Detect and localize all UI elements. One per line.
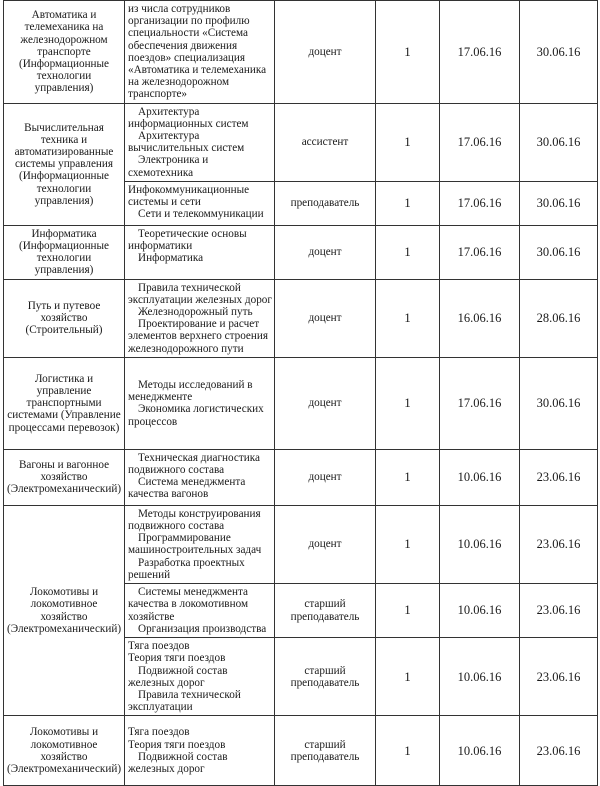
department-cell: Локомотивы и локомотивное хозяйство (Электромеханический) (4, 505, 125, 715)
position-cell: ассистент (275, 103, 376, 181)
end-date-cell: 23.06.16 (520, 638, 598, 716)
department-cell: Вагоны и вагонное хозяйство (Электромеханический) (4, 449, 125, 505)
count-cell: 1 (376, 103, 440, 181)
discipline-cell (125, 505, 275, 583)
count-cell: 1 (376, 505, 440, 583)
count-cell: 1 (376, 584, 440, 638)
position-cell: старший преподаватель (275, 584, 376, 638)
discipline-line: системы и сети (128, 196, 201, 209)
count-cell: 1 (376, 1, 440, 104)
discipline-cell (125, 103, 275, 181)
end-date-cell: 30.06.16 (520, 103, 598, 181)
start-date-cell: 10.06.16 (440, 638, 520, 716)
discipline-line: поездов» специализация (128, 51, 246, 64)
end-date-cell: 23.06.16 (520, 584, 598, 638)
discipline-line: железных дорог (128, 763, 205, 776)
end-date-cell: 30.06.16 (520, 1, 598, 104)
department-cell: Информатика (Информационные технологии управления) (4, 225, 125, 279)
discipline-line: менеджменте (128, 391, 193, 404)
discipline-line: организации по профилю (128, 15, 250, 28)
department-cell: Автоматика и телемеханика на железнодорожном транспорте (Информационные технологии управления) (4, 1, 125, 104)
department-cell: Логистика и управление транспортными системами (Управление процессами перевозок) (4, 357, 125, 449)
discipline-line: Подвижной состав (138, 750, 228, 763)
discipline-line: подвижного состава (128, 464, 225, 477)
position-cell: доцент (275, 449, 376, 505)
discipline-line: решений (128, 568, 171, 581)
department-cell: Локомотивы и локомотивное хозяйство (Электромеханический) (4, 716, 125, 786)
start-date-cell: 17.06.16 (440, 357, 520, 449)
discipline-line: железных дорог (128, 676, 205, 689)
discipline-line: Правила технической (138, 688, 241, 701)
department-cell: Вычислительная техника и автоматизированные системы управления (Информационные технологии управления) (4, 103, 125, 225)
count-cell: 1 (376, 225, 440, 279)
position-cell: старший преподаватель (275, 716, 376, 786)
discipline-line: транспорте» (128, 88, 188, 101)
table-row (4, 505, 598, 583)
discipline-line: Теоретические основы (138, 227, 247, 240)
start-date-cell: 17.06.16 (440, 225, 520, 279)
start-date-cell: 10.06.16 (440, 505, 520, 583)
discipline-line: Архитектура (138, 105, 200, 118)
start-date-cell: 17.06.16 (440, 181, 520, 225)
discipline-cell (125, 181, 275, 225)
discipline-line: специальности «Система (128, 27, 248, 40)
position-cell: доцент (275, 357, 376, 449)
discipline-line: обеспечения движения (128, 39, 238, 52)
discipline-cell (125, 449, 275, 505)
count-cell: 1 (376, 716, 440, 786)
start-date-cell: 10.06.16 (440, 584, 520, 638)
table-row (4, 103, 598, 181)
discipline-line: Экономика логистических (138, 403, 264, 416)
discipline-line: подвижного состава (128, 520, 225, 533)
discipline-line: процессов (128, 415, 178, 428)
discipline-line: Методы исследований в (138, 378, 253, 391)
table-row (4, 357, 598, 449)
position-cell: доцент (275, 279, 376, 357)
start-date-cell: 16.06.16 (440, 279, 520, 357)
discipline-cell (125, 584, 275, 638)
discipline-line: элементов верхнего строения (128, 330, 269, 343)
discipline-line: эксплуатации (128, 701, 193, 714)
discipline-line: Система менеджмента (138, 476, 246, 489)
position-cell: преподаватель (275, 181, 376, 225)
table-row (4, 1, 598, 104)
discipline-cell (125, 1, 275, 104)
discipline-line: Системы менеджмента (138, 586, 248, 599)
discipline-line: качества вагонов (128, 488, 209, 501)
discipline-line: Информатика (138, 252, 204, 265)
start-date-cell: 10.06.16 (440, 449, 520, 505)
vacancy-schedule-table (3, 0, 598, 786)
count-cell: 1 (376, 638, 440, 716)
end-date-cell: 23.06.16 (520, 716, 598, 786)
discipline-line: Железнодорожный путь (138, 306, 253, 319)
table-row (4, 449, 598, 505)
discipline-line: «Автоматика и телемеханика (128, 64, 267, 77)
discipline-line: Электроника и (138, 154, 209, 167)
table-row (4, 225, 598, 279)
discipline-line: Теория тяги поездов (128, 652, 226, 665)
discipline-line: Правила технической (138, 281, 241, 294)
discipline-line: Тяга поездов (128, 640, 190, 653)
discipline-line: Теория тяги поездов (128, 738, 226, 751)
count-cell: 1 (376, 357, 440, 449)
end-date-cell: 23.06.16 (520, 449, 598, 505)
discipline-line: железнодорожного пути (128, 342, 244, 355)
discipline-line: эксплуатации железных дорог (128, 293, 272, 306)
discipline-line: Тяга поездов (128, 726, 190, 739)
discipline-cell (125, 279, 275, 357)
discipline-line: Организация производства (138, 622, 267, 635)
discipline-cell (125, 225, 275, 279)
count-cell: 1 (376, 279, 440, 357)
discipline-line: Разработка проектных (138, 556, 245, 569)
discipline-line: вычислительных систем (128, 142, 245, 155)
discipline-line: качества в локомотивном (128, 598, 249, 611)
table-row (4, 279, 598, 357)
discipline-line: Подвижной состав (138, 664, 228, 677)
position-cell: доцент (275, 505, 376, 583)
end-date-cell: 30.06.16 (520, 225, 598, 279)
table-row (4, 716, 598, 786)
position-cell: доцент (275, 1, 376, 104)
start-date-cell: 17.06.16 (440, 1, 520, 104)
count-cell: 1 (376, 449, 440, 505)
discipline-line: Проектирование и расчет (138, 318, 260, 331)
position-cell: старший преподаватель (275, 638, 376, 716)
discipline-line: Методы конструирования (138, 507, 261, 520)
start-date-cell: 10.06.16 (440, 716, 520, 786)
discipline-line: из числа сотрудников (128, 3, 231, 15)
discipline-line: на железнодорожном (128, 76, 230, 89)
discipline-line: схемотехника (128, 166, 194, 179)
discipline-line: Сети и телекоммуникации (138, 208, 264, 221)
discipline-line: Архитектура (138, 130, 200, 143)
discipline-line: хозяйстве (128, 610, 175, 623)
discipline-cell (125, 357, 275, 449)
discipline-cell (125, 638, 275, 716)
department-cell: Путь и путевое хозяйство (Строительный) (4, 279, 125, 357)
discipline-line: Инфокоммуникационные (128, 183, 250, 196)
count-cell: 1 (376, 181, 440, 225)
end-date-cell: 30.06.16 (520, 181, 598, 225)
end-date-cell: 30.06.16 (520, 357, 598, 449)
end-date-cell: 28.06.16 (520, 279, 598, 357)
discipline-line: информатики (128, 240, 193, 253)
discipline-line: Программирование (138, 532, 231, 545)
discipline-cell (125, 716, 275, 786)
discipline-line: машиностроительных задач (128, 544, 262, 557)
discipline-line: информационных систем (128, 117, 249, 130)
position-cell: доцент (275, 225, 376, 279)
discipline-line: Техническая диагностика (138, 451, 260, 464)
start-date-cell: 17.06.16 (440, 103, 520, 181)
end-date-cell: 23.06.16 (520, 505, 598, 583)
